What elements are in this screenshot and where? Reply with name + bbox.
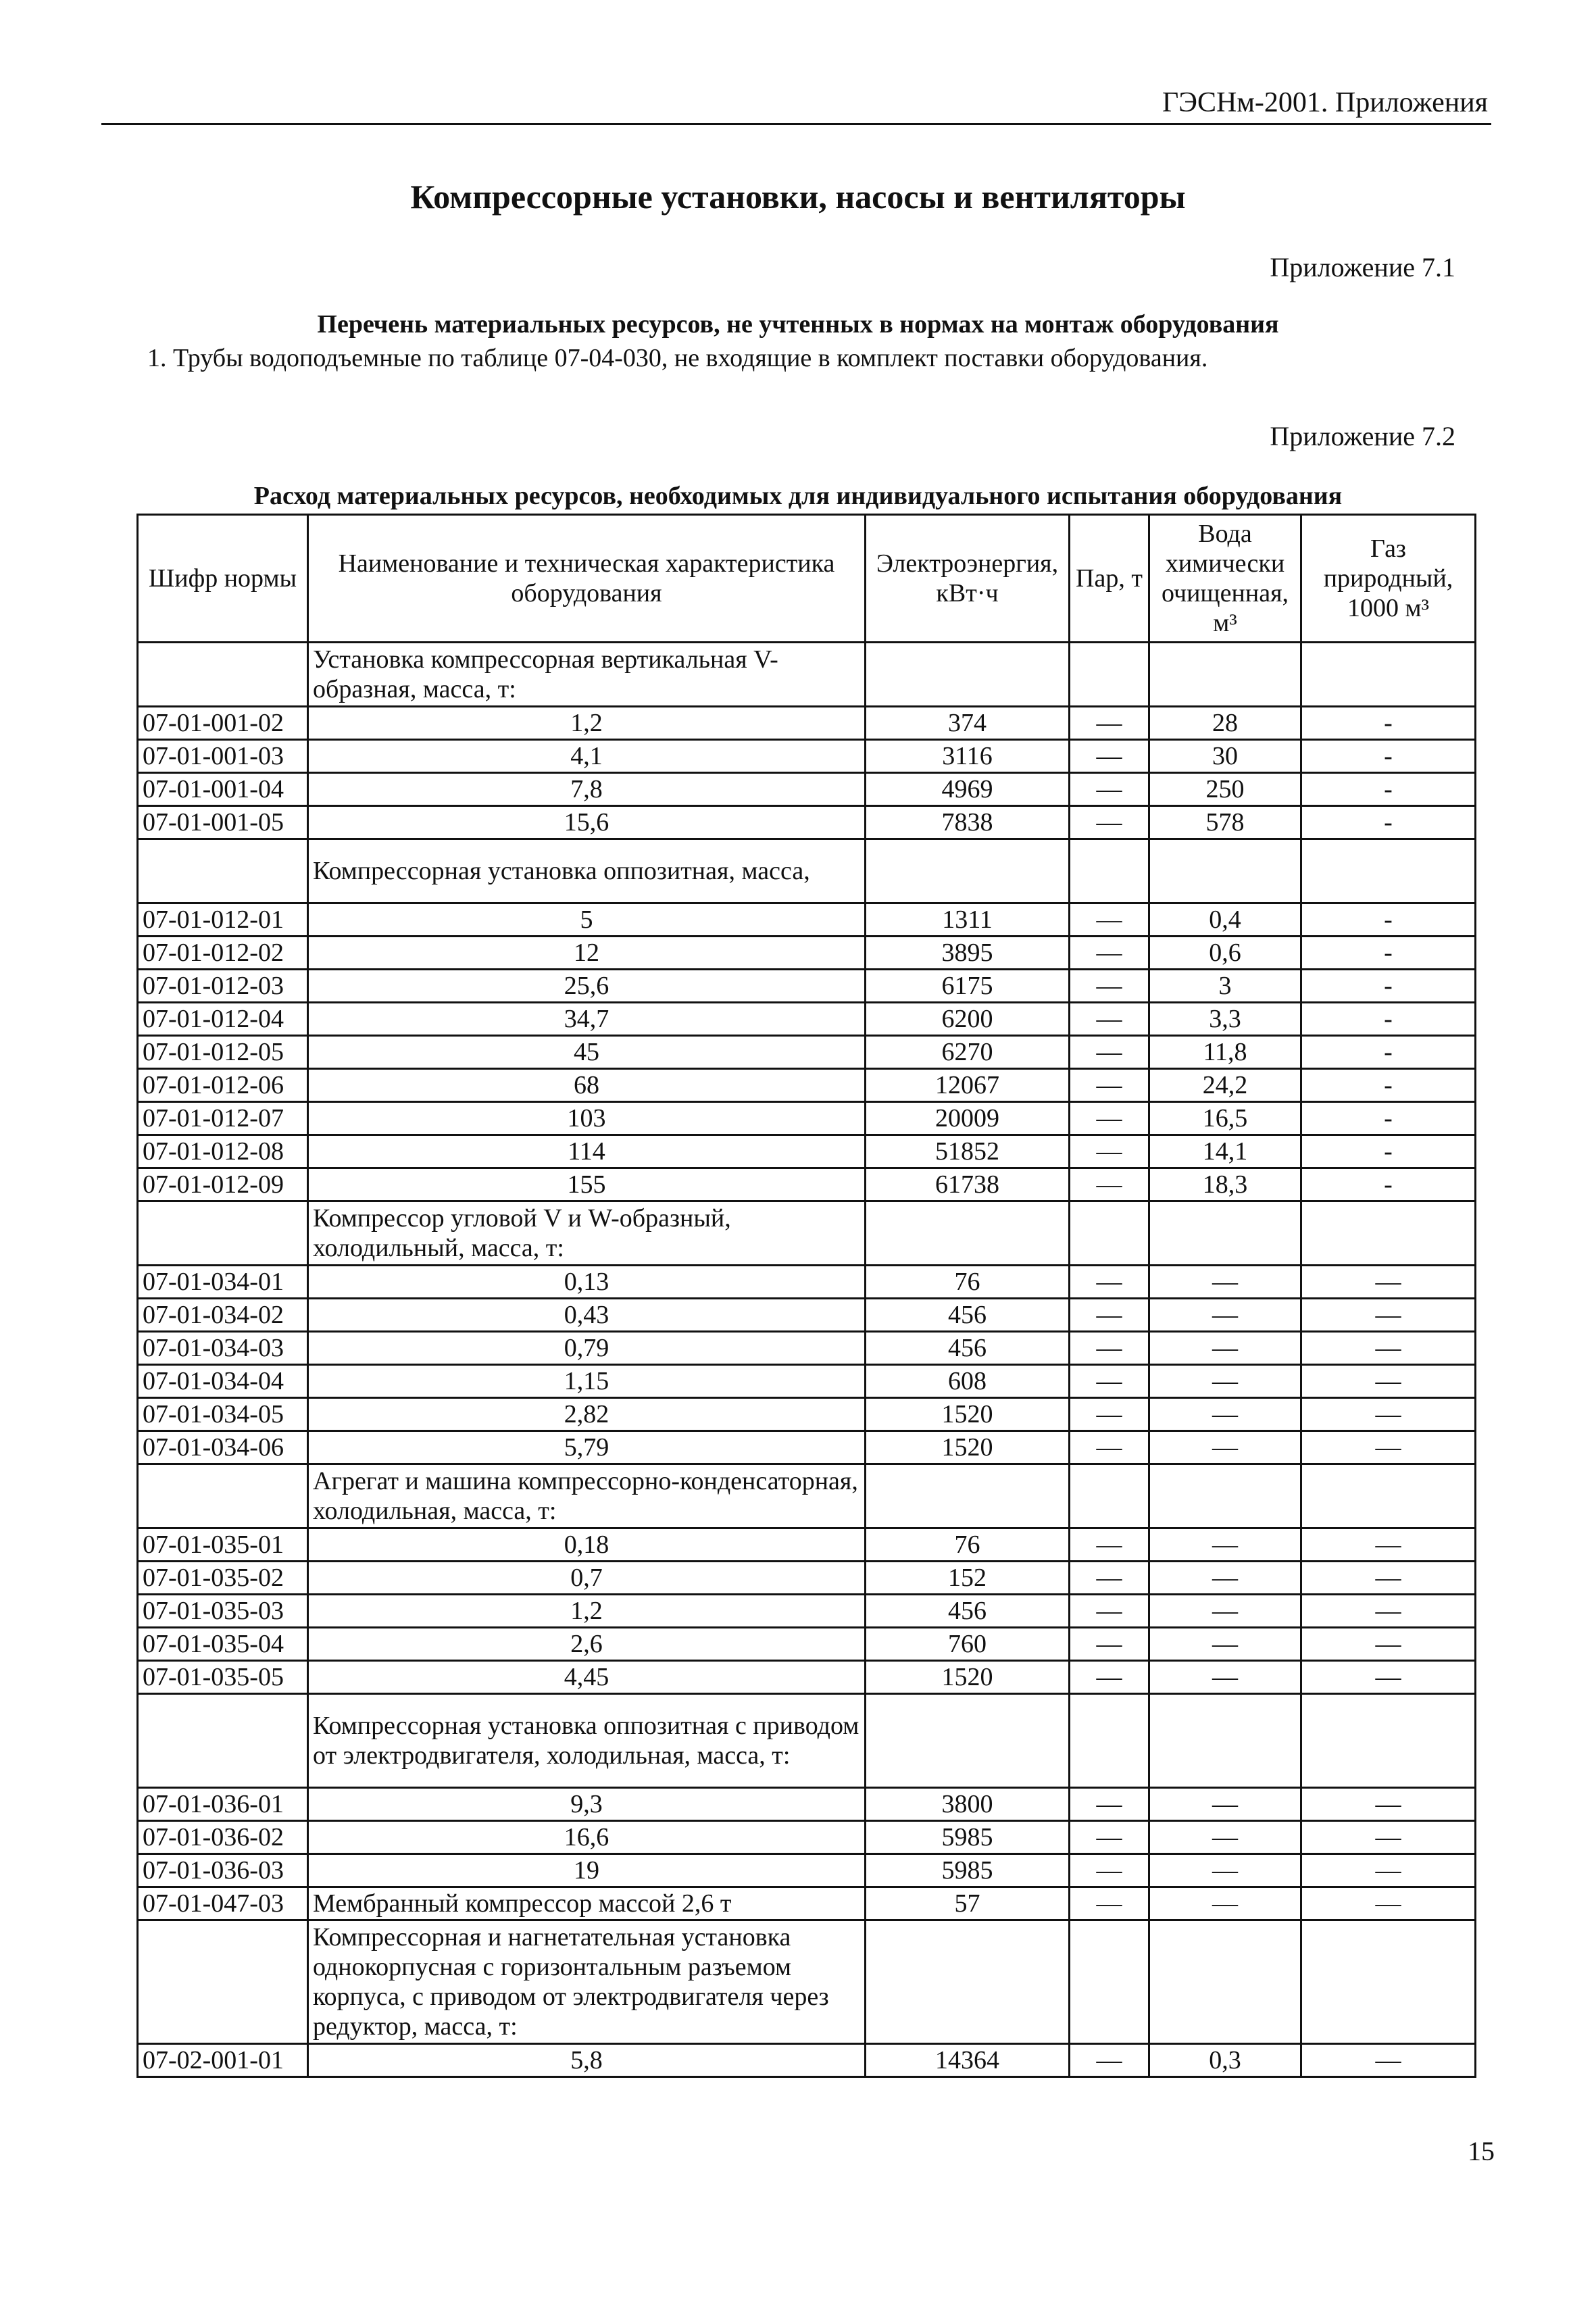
cell-name: 0,43 (308, 1299, 866, 1332)
cell-steam: — (1070, 1102, 1149, 1135)
cell-steam: — (1070, 740, 1149, 773)
cell-name: 0,79 (308, 1332, 866, 1365)
cell-water: 28 (1149, 707, 1301, 740)
cell-steam: — (1070, 1628, 1149, 1661)
table-row (138, 1332, 1476, 1365)
cell-gas: — (1301, 1562, 1476, 1595)
cell-power: 20009 (866, 1102, 1070, 1135)
cell-code: 07-01-012-09 (138, 1168, 308, 1201)
cell-code: 07-01-035-04 (138, 1628, 308, 1661)
cell-power: 1311 (866, 903, 1070, 937)
cell-water: — (1149, 1562, 1301, 1595)
cell-gas: - (1301, 1036, 1476, 1069)
cell-water: — (1149, 1595, 1301, 1628)
empty-cell (1070, 1694, 1149, 1788)
table-row (138, 1628, 1476, 1661)
empty-cell (1301, 643, 1476, 707)
cell-gas: - (1301, 937, 1476, 970)
cell-water: — (1149, 1854, 1301, 1887)
cell-steam: — (1070, 1821, 1149, 1854)
cell-steam: — (1070, 806, 1149, 839)
table-row (138, 773, 1476, 806)
cell-name: 15,6 (308, 806, 866, 839)
empty-cell (1149, 839, 1301, 903)
empty-cell (1070, 643, 1149, 707)
cell-water: — (1149, 1528, 1301, 1562)
cell-steam: — (1070, 937, 1149, 970)
cell-steam: — (1070, 1887, 1149, 1920)
cell-steam: — (1070, 1266, 1149, 1299)
empty-cell (1070, 1464, 1149, 1528)
cell-steam: — (1070, 1003, 1149, 1036)
cell-gas: - (1301, 970, 1476, 1003)
table-row (138, 1398, 1476, 1431)
cell-gas: — (1301, 1788, 1476, 1821)
cell-water: 16,5 (1149, 1102, 1301, 1135)
cell-gas: — (1301, 1595, 1476, 1628)
empty-cell (866, 643, 1070, 707)
table-row (138, 1168, 1476, 1201)
cell-power: 57 (866, 1887, 1070, 1920)
cell-name: 16,6 (308, 1821, 866, 1854)
cell-steam: — (1070, 1332, 1149, 1365)
table-body (138, 643, 1476, 2077)
table-row (138, 1135, 1476, 1168)
cell-name: 4,45 (308, 1661, 866, 1694)
table-row (138, 1102, 1476, 1135)
cell-gas: - (1301, 1003, 1476, 1036)
cell-name: 1,15 (308, 1365, 866, 1398)
cell-steam: — (1070, 1528, 1149, 1562)
cell-power: 456 (866, 1595, 1070, 1628)
cell-steam: — (1070, 1299, 1149, 1332)
header-water: Вода химически очищенная, м³ (1149, 515, 1301, 643)
cell-gas: - (1301, 1168, 1476, 1201)
cell-steam: — (1070, 1661, 1149, 1694)
cell-code: 07-01-012-01 (138, 903, 308, 937)
cell-code: 07-01-012-05 (138, 1036, 308, 1069)
cell-power: 1520 (866, 1661, 1070, 1694)
cell-code: 07-01-034-03 (138, 1332, 308, 1365)
table-title: Расход материальных ресурсов, необходимых для индивидуального испытания оборудования (253, 482, 1343, 510)
table-row (138, 1595, 1476, 1628)
table-row (138, 937, 1476, 970)
table-row (138, 740, 1476, 773)
empty-cell (138, 1920, 308, 2044)
empty-cell (138, 1694, 308, 1788)
header-steam: Пар, т (1070, 515, 1149, 643)
cell-steam: — (1070, 1036, 1149, 1069)
cell-code: 07-01-012-02 (138, 937, 308, 970)
cell-name: 155 (308, 1168, 866, 1201)
cell-steam: — (1070, 1788, 1149, 1821)
appendix-7-2-ref: Приложение 7.2 (1270, 421, 1455, 451)
cell-water: — (1149, 1398, 1301, 1431)
cell-power: 152 (866, 1562, 1070, 1595)
cell-code: 07-01-035-01 (138, 1528, 308, 1562)
group-label: Агрегат и машина компрессорно-конденсаторная, холодильная, масса, т: (308, 1464, 866, 1528)
cell-gas: - (1301, 1135, 1476, 1168)
cell-name: 34,7 (308, 1003, 866, 1036)
cell-power: 7838 (866, 806, 1070, 839)
table-group-row (138, 1201, 1476, 1266)
table-row (138, 1299, 1476, 1332)
group-label: Компрессорная и нагнетательная установка однокорпусная с горизонтальным разъемом корпуса, с приводом от электродвигателя через редуктор, масса, т: (308, 1920, 866, 2044)
cell-gas: — (1301, 1628, 1476, 1661)
cell-steam: — (1070, 1069, 1149, 1102)
empty-cell (1070, 839, 1149, 903)
cell-gas: — (1301, 1431, 1476, 1464)
cell-power: 3116 (866, 740, 1070, 773)
cell-gas: - (1301, 740, 1476, 773)
header-name: Наименование и техническая характеристика оборудования (308, 515, 866, 643)
table-row (138, 1528, 1476, 1562)
cell-gas: — (1301, 1332, 1476, 1365)
cell-code: 07-01-034-04 (138, 1365, 308, 1398)
cell-code: 07-01-036-01 (138, 1788, 308, 1821)
cell-steam: — (1070, 1135, 1149, 1168)
cell-water: 3 (1149, 970, 1301, 1003)
cell-water: — (1149, 1628, 1301, 1661)
cell-name: 0,7 (308, 1562, 866, 1595)
cell-gas: - (1301, 707, 1476, 740)
empty-cell (138, 1201, 308, 1266)
cell-steam: — (1070, 970, 1149, 1003)
header-rule (101, 123, 1491, 125)
table-row (138, 1821, 1476, 1854)
empty-cell (866, 1201, 1070, 1266)
cell-steam: — (1070, 1854, 1149, 1887)
table-row (138, 970, 1476, 1003)
cell-name: 114 (308, 1135, 866, 1168)
table-row (138, 1788, 1476, 1821)
header-code: Шифр нормы (138, 515, 308, 643)
cell-power: 6175 (866, 970, 1070, 1003)
cell-water: — (1149, 1365, 1301, 1398)
table-group-row (138, 839, 1476, 903)
table-row (138, 2044, 1476, 2077)
cell-water: 0,6 (1149, 937, 1301, 970)
cell-gas: - (1301, 903, 1476, 937)
cell-water: — (1149, 1821, 1301, 1854)
empty-cell (138, 643, 308, 707)
cell-power: 760 (866, 1628, 1070, 1661)
cell-power: 1520 (866, 1431, 1070, 1464)
cell-gas: - (1301, 1102, 1476, 1135)
table-group-row (138, 643, 1476, 707)
cell-name: 68 (308, 1069, 866, 1102)
cell-steam: — (1070, 707, 1149, 740)
cell-power: 456 (866, 1332, 1070, 1365)
cell-water: — (1149, 1788, 1301, 1821)
empty-cell (866, 839, 1070, 903)
cell-steam: — (1070, 1168, 1149, 1201)
cell-water: — (1149, 1431, 1301, 1464)
cell-code: 07-02-001-01 (138, 2044, 308, 2077)
cell-name: 45 (308, 1036, 866, 1069)
cell-water: — (1149, 1266, 1301, 1299)
cell-power: 5985 (866, 1854, 1070, 1887)
cell-name: 5 (308, 903, 866, 937)
table-row (138, 1661, 1476, 1694)
cell-name: 0,18 (308, 1528, 866, 1562)
cell-water: — (1149, 1661, 1301, 1694)
cell-power: 3895 (866, 937, 1070, 970)
cell-name: 0,13 (308, 1266, 866, 1299)
cell-water: 11,8 (1149, 1036, 1301, 1069)
cell-name: 103 (308, 1102, 866, 1135)
cell-code: 07-01-034-06 (138, 1431, 308, 1464)
table-row (138, 806, 1476, 839)
cell-code: 07-01-034-02 (138, 1299, 308, 1332)
empty-cell (866, 1920, 1070, 2044)
cell-power: 6270 (866, 1036, 1070, 1069)
cell-gas: - (1301, 806, 1476, 839)
table-group-row (138, 1464, 1476, 1528)
cell-steam: — (1070, 1562, 1149, 1595)
cell-water: — (1149, 1887, 1301, 1920)
empty-cell (1301, 839, 1476, 903)
cell-power: 1520 (866, 1398, 1070, 1431)
cell-code: 07-01-001-04 (138, 773, 308, 806)
cell-water: — (1149, 1299, 1301, 1332)
empty-cell (1301, 1464, 1476, 1528)
cell-gas: — (1301, 1528, 1476, 1562)
empty-cell (1149, 643, 1301, 707)
appendix-7-1-item: 1. Трубы водоподъемные по таблице 07-04-030, не входящие в комплект поставки оборудования. (147, 344, 1208, 372)
resources-table (136, 514, 1476, 2078)
cell-water: 0,4 (1149, 903, 1301, 937)
empty-cell (138, 839, 308, 903)
cell-name: 5,8 (308, 2044, 866, 2077)
cell-name: 7,8 (308, 773, 866, 806)
cell-gas: — (1301, 1821, 1476, 1854)
section-title: Компрессорные установки, насосы и вентиляторы (410, 178, 1186, 216)
cell-power: 608 (866, 1365, 1070, 1398)
table-row (138, 903, 1476, 937)
cell-code: 07-01-012-03 (138, 970, 308, 1003)
cell-name: Мембранный компрессор массой 2,6 т (308, 1887, 866, 1920)
cell-power: 61738 (866, 1168, 1070, 1201)
table-row (138, 1887, 1476, 1920)
cell-water: 250 (1149, 773, 1301, 806)
empty-cell (1070, 1920, 1149, 2044)
table-row (138, 707, 1476, 740)
cell-code: 07-01-036-03 (138, 1854, 308, 1887)
table-group-row (138, 1920, 1476, 2044)
empty-cell (866, 1464, 1070, 1528)
cell-code: 07-01-001-05 (138, 806, 308, 839)
cell-power: 5985 (866, 1821, 1070, 1854)
cell-code: 07-01-034-01 (138, 1266, 308, 1299)
cell-power: 51852 (866, 1135, 1070, 1168)
cell-steam: — (1070, 2044, 1149, 2077)
empty-cell (1301, 1201, 1476, 1266)
cell-code: 07-01-035-03 (138, 1595, 308, 1628)
cell-power: 76 (866, 1266, 1070, 1299)
empty-cell (1070, 1201, 1149, 1266)
table-row (138, 1431, 1476, 1464)
cell-name: 25,6 (308, 970, 866, 1003)
cell-water: 0,3 (1149, 2044, 1301, 2077)
cell-name: 2,82 (308, 1398, 866, 1431)
cell-steam: — (1070, 1431, 1149, 1464)
cell-power: 6200 (866, 1003, 1070, 1036)
cell-name: 9,3 (308, 1788, 866, 1821)
cell-power: 76 (866, 1528, 1070, 1562)
cell-water: 30 (1149, 740, 1301, 773)
cell-code: 07-01-034-05 (138, 1398, 308, 1431)
cell-gas: — (1301, 1854, 1476, 1887)
empty-cell (1149, 1920, 1301, 2044)
cell-code: 07-01-012-04 (138, 1003, 308, 1036)
cell-code: 07-01-001-02 (138, 707, 308, 740)
cell-code: 07-01-001-03 (138, 740, 308, 773)
cell-steam: — (1070, 1365, 1149, 1398)
cell-power: 12067 (866, 1069, 1070, 1102)
group-label: Компрессор угловой V и W-образный, холодильный, масса, т: (308, 1201, 866, 1266)
cell-steam: — (1070, 1595, 1149, 1628)
empty-cell (1149, 1201, 1301, 1266)
table-group-row (138, 1694, 1476, 1788)
cell-name: 1,2 (308, 1595, 866, 1628)
cell-code: 07-01-012-06 (138, 1069, 308, 1102)
empty-cell (1149, 1464, 1301, 1528)
empty-cell (866, 1694, 1070, 1788)
cell-water: 18,3 (1149, 1168, 1301, 1201)
cell-name: 2,6 (308, 1628, 866, 1661)
header-gas: Газ природный, 1000 м³ (1301, 515, 1476, 643)
cell-power: 4969 (866, 773, 1070, 806)
cell-gas: - (1301, 1069, 1476, 1102)
header-power: Электроэнергия, кВт·ч (866, 515, 1070, 643)
cell-steam: — (1070, 773, 1149, 806)
table-row (138, 1069, 1476, 1102)
cell-power: 374 (866, 707, 1070, 740)
cell-code: 07-01-035-05 (138, 1661, 308, 1694)
table-row (138, 1266, 1476, 1299)
cell-code: 07-01-035-02 (138, 1562, 308, 1595)
appendix-7-1-heading: Перечень материальных ресурсов, не учтенных в нормах на монтаж оборудования (317, 310, 1279, 339)
table-row (138, 1365, 1476, 1398)
cell-water: 24,2 (1149, 1069, 1301, 1102)
cell-gas: — (1301, 1398, 1476, 1431)
cell-code: 07-01-012-08 (138, 1135, 308, 1168)
cell-code: 07-01-047-03 (138, 1887, 308, 1920)
cell-water: 3,3 (1149, 1003, 1301, 1036)
group-label: Компрессорная установка оппозитная, масса, (308, 839, 866, 903)
cell-code: 07-01-012-07 (138, 1102, 308, 1135)
cell-water: — (1149, 1332, 1301, 1365)
cell-steam: — (1070, 1398, 1149, 1431)
table-row (138, 1562, 1476, 1595)
cell-name: 12 (308, 937, 866, 970)
running-header: ГЭСНм-2001. Приложения (1162, 87, 1488, 118)
table-header-row (138, 515, 1476, 643)
cell-power: 3800 (866, 1788, 1070, 1821)
group-label: Компрессорная установка оппозитная с приводом от электродвигателя, холодильная, масса, т: (308, 1694, 866, 1788)
cell-power: 14364 (866, 2044, 1070, 2077)
page-number: 15 (1468, 2136, 1495, 2166)
cell-name: 19 (308, 1854, 866, 1887)
cell-gas: — (1301, 1266, 1476, 1299)
cell-water: 578 (1149, 806, 1301, 839)
cell-gas: — (1301, 2044, 1476, 2077)
table-row (138, 1854, 1476, 1887)
table-row (138, 1036, 1476, 1069)
cell-name: 4,1 (308, 740, 866, 773)
group-label: Установка компрессорная вертикальная V-образная, масса, т: (308, 643, 866, 707)
empty-cell (1301, 1694, 1476, 1788)
empty-cell (1149, 1694, 1301, 1788)
cell-power: 456 (866, 1299, 1070, 1332)
cell-gas: — (1301, 1661, 1476, 1694)
appendix-7-1-ref: Приложение 7.1 (1270, 252, 1455, 282)
cell-gas: — (1301, 1887, 1476, 1920)
table-row (138, 1003, 1476, 1036)
cell-gas: - (1301, 773, 1476, 806)
cell-gas: — (1301, 1299, 1476, 1332)
cell-name: 1,2 (308, 707, 866, 740)
cell-steam: — (1070, 903, 1149, 937)
cell-name: 5,79 (308, 1431, 866, 1464)
empty-cell (138, 1464, 308, 1528)
cell-code: 07-01-036-02 (138, 1821, 308, 1854)
empty-cell (1301, 1920, 1476, 2044)
cell-water: 14,1 (1149, 1135, 1301, 1168)
cell-gas: — (1301, 1365, 1476, 1398)
